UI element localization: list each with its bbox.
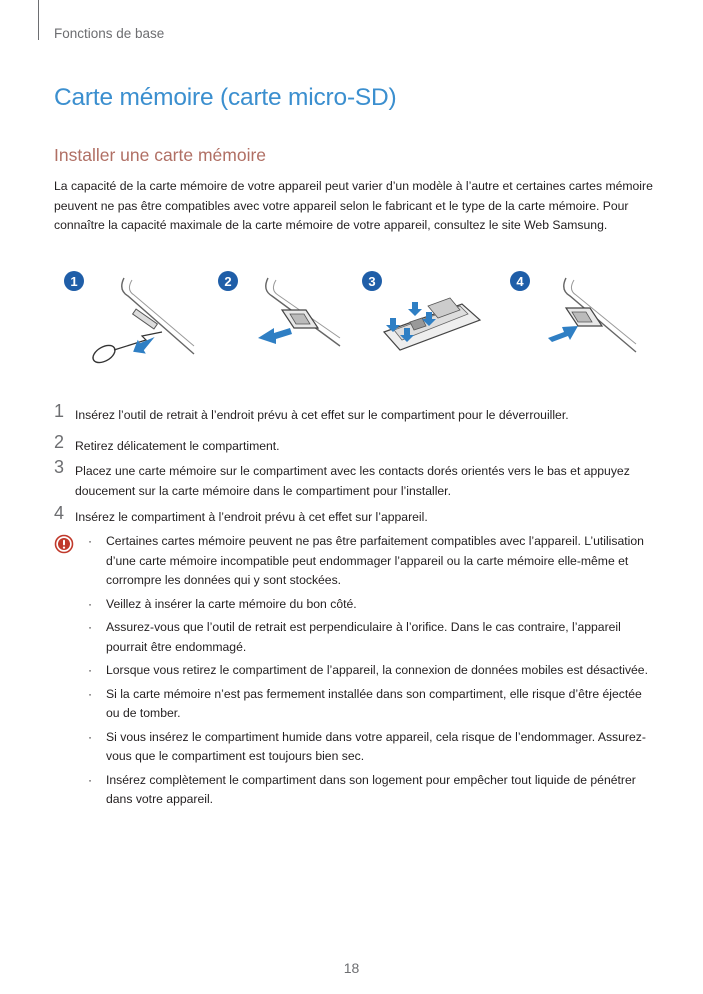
svg-text:2: 2 bbox=[224, 274, 232, 289]
svg-text:4: 4 bbox=[516, 274, 524, 289]
step-text: Insérez l’outil de retrait à l’endroit prévu à cet effet sur le compartiment pour le déverrouiller. bbox=[75, 408, 569, 422]
card-insert-illustration bbox=[362, 271, 480, 350]
caution-icon bbox=[54, 534, 74, 554]
step-text: Placez une carte mémoire sur le compartiment avec les contacts dorés orientés vers le bas et appuyez doucement sur la carte mémoire dans le compartiment pour l’installer. bbox=[75, 464, 630, 498]
page-title: Carte mémoire (carte micro-SD) bbox=[54, 84, 397, 111]
sim-eject-tool-illustration bbox=[64, 271, 194, 366]
step-text: Retirez délicatement le compartiment. bbox=[75, 439, 280, 453]
tray-insert-illustration bbox=[510, 271, 636, 352]
svg-text:3: 3 bbox=[368, 274, 376, 289]
caution-item: · Lorsque vous retirez le compartiment de l’appareil, la connexion de données mobiles est désactivée. bbox=[86, 661, 651, 681]
caution-item: · Veillez à insérer la carte mémoire du bon côté. bbox=[86, 595, 651, 615]
breadcrumb: Fonctions de base bbox=[54, 26, 165, 41]
page-number: 18 bbox=[343, 960, 360, 976]
caution-item: · Si vous insérez le compartiment humide dans votre appareil, cela risque de l’endommager. Assurez-vous que le compartiment est toujours bien sec. bbox=[86, 728, 651, 767]
intro-paragraph: La capacité de la carte mémoire de votre appareil peut varier d’un modèle à l’autre et certaines cartes mémoire peuvent ne pas être compatibles avec votre appareil selon le fabricant et le type de la carte mémoire. Pour connaître la capacité maximale de la carte mémoire de votre appareil, consultez le site Web Samsung. bbox=[54, 179, 653, 232]
step-number: 3 bbox=[54, 457, 65, 477]
caution-item: · Si la carte mémoire n’est pas fermement installée dans son compartiment, elle risque d’être éjectée ou de tomber. bbox=[86, 685, 651, 724]
caution-item: · Assurez-vous que l’outil de retrait est perpendiculaire à l’orifice. Dans le cas contraire, l’appareil pourrait être endommagé. bbox=[86, 618, 651, 657]
caution-item: · Insérez complètement le compartiment dans son logement pour empêcher tout liquide de pénétrer dans votre appareil. bbox=[86, 771, 651, 810]
caution-list bbox=[86, 532, 651, 814]
installation-illustrations bbox=[54, 262, 654, 392]
step-number: 2 bbox=[54, 432, 65, 452]
section-title: Installer une carte mémoire bbox=[54, 145, 267, 165]
svg-text:1: 1 bbox=[70, 274, 78, 289]
step-number: 1 bbox=[54, 401, 65, 421]
step-text: Insérez le compartiment à l’endroit prévu à cet effet sur l’appareil. bbox=[75, 510, 428, 524]
step-number: 4 bbox=[54, 503, 65, 523]
margin-rule bbox=[38, 0, 39, 40]
tray-remove-illustration bbox=[218, 271, 340, 346]
caution-item: · Certaines cartes mémoire peuvent ne pas être parfaitement compatibles avec l’appareil. L’utilisation d’une carte mémoire incompatible peut endommager l’appareil ou la carte mémoire elle-même et corrompre les données qui y sont stockées. bbox=[86, 532, 651, 591]
